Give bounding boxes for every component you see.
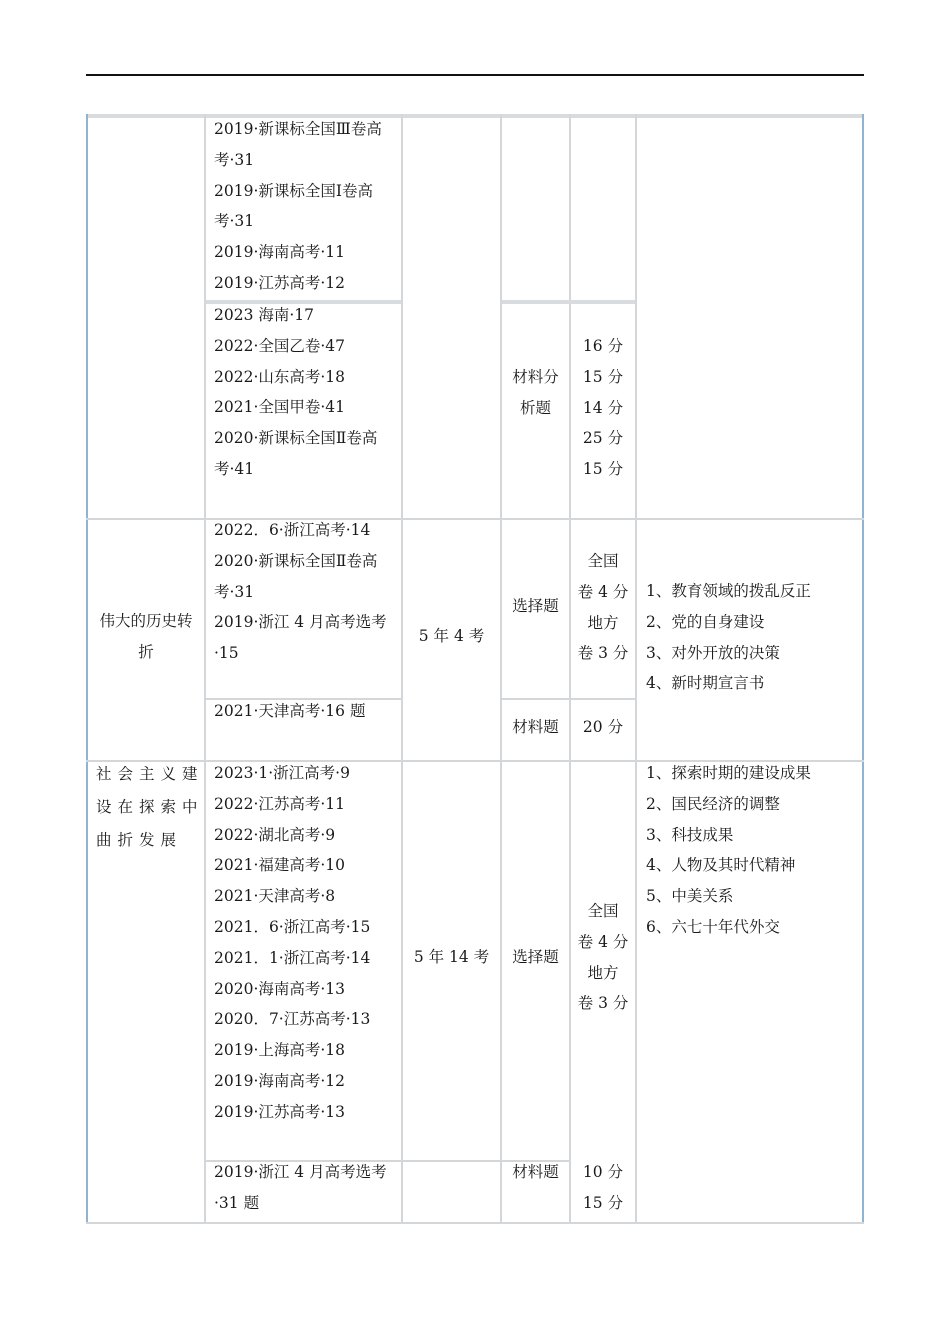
score-line: 15 分 — [582, 460, 624, 479]
section-c-topic — [96, 758, 204, 857]
section-c-scores-2 — [571, 1157, 635, 1219]
source-line: 2023 海南·17 — [214, 306, 315, 324]
topic-line: 曲折发展 — [96, 831, 183, 849]
section-c-scores-1 — [571, 896, 635, 1019]
row-divider-a1b — [502, 300, 635, 304]
point-line: 6、六七十年代外交 — [646, 917, 780, 936]
section-a-scores-2 — [571, 331, 635, 485]
score-line: 10 分 — [582, 1163, 624, 1181]
score-line: 卷 3 分 — [577, 994, 629, 1013]
score-line: 卷 4 分 — [577, 932, 629, 951]
source-line: 2019·新课标全国Ⅲ卷高 — [214, 120, 382, 138]
table-right-border — [862, 114, 864, 1224]
source-line: 2021·福建高考·10 — [214, 856, 346, 875]
source-line: 考·31 — [214, 582, 255, 601]
source-line: 2021．6·浙江高考·15 — [214, 917, 371, 936]
point-line: 4、新时期宣言书 — [646, 674, 765, 693]
source-line: 2019·江苏高考·12 — [214, 273, 346, 292]
col-line-1 — [204, 114, 206, 1222]
section-c-type-1: 选择题 — [512, 948, 559, 966]
topic-line: 伟大的历史转 — [99, 612, 193, 630]
row-divider-b1b — [502, 698, 635, 700]
source-line: 2020·新课标全国Ⅱ卷高 — [214, 429, 378, 448]
score-line: 14 分 — [582, 398, 624, 417]
section-b-frequency: 5 年 4 考 — [418, 627, 485, 645]
source-line: 2019·上海高考·18 — [214, 1041, 346, 1060]
section-a-sources-2 — [214, 300, 377, 485]
topic-line: 折 — [138, 642, 154, 661]
source-line: 考·31 — [214, 212, 255, 231]
score-line: 15 分 — [582, 1193, 624, 1212]
topic-line: 设在探索中 — [96, 798, 204, 816]
point-line: 1、教育领域的拨乱反正 — [646, 582, 811, 600]
section-b-type-1: 选择题 — [512, 597, 559, 615]
point-line: 3、对外开放的决策 — [646, 643, 780, 662]
source-line: 2021·天津高考·16 题 — [214, 702, 366, 720]
source-line: 2023·1·浙江高考·9 — [214, 764, 350, 782]
table-top-border — [86, 114, 864, 118]
section-b-type-2: 材料题 — [512, 718, 559, 736]
source-line: 2020·新课标全国Ⅱ卷高 — [214, 551, 378, 570]
source-line: 2019·新课标全国Ⅰ卷高 — [214, 181, 373, 200]
point-line: 2、党的自身建设 — [646, 612, 765, 631]
score-line: 16 分 — [582, 337, 624, 355]
score-line: 地方 — [587, 963, 619, 982]
section-b-topic — [88, 606, 204, 668]
section-c-frequency: 5 年 14 考 — [413, 948, 490, 966]
col-line-2 — [401, 114, 403, 1222]
score-line: 卷 4 分 — [577, 582, 629, 601]
section-c-points — [646, 758, 811, 943]
section-b-scores-1 — [571, 546, 635, 669]
point-line: 1、探索时期的建设成果 — [646, 764, 811, 782]
source-line: 考·31 — [214, 150, 255, 169]
section-b-sources-2 — [214, 696, 365, 727]
col-line-5 — [635, 114, 637, 1222]
score-line: 全国 — [587, 552, 619, 570]
row-divider-ab — [86, 518, 864, 520]
source-line: 2022·全国乙卷·47 — [214, 336, 346, 355]
section-c-type-2: 材料题 — [512, 1163, 559, 1181]
source-line: 2022·湖北高考·9 — [214, 825, 336, 844]
table-left-border — [86, 114, 88, 1224]
section-b-sources-1 — [214, 515, 387, 669]
score-line: 25 分 — [582, 429, 624, 448]
source-line: 2022．6·浙江高考·14 — [214, 521, 371, 539]
source-line: 2020．7·江苏高考·13 — [214, 1010, 371, 1029]
type-line: 材料分 — [512, 368, 559, 386]
source-line: 2019·浙江 4 月高考选考 — [214, 1163, 387, 1181]
section-a-sources-1 — [214, 114, 382, 299]
topic-line: 社会主义建 — [96, 765, 204, 783]
source-line: 2020·海南高考·13 — [214, 979, 346, 998]
score-line: 15 分 — [582, 367, 624, 386]
type-line: 析题 — [519, 398, 551, 417]
point-line: 2、国民经济的调整 — [646, 794, 780, 813]
source-line: 2019·浙江 4 月高考选考 — [214, 613, 387, 632]
section-c-sources-2 — [214, 1157, 387, 1219]
point-line: 5、中美关系 — [646, 887, 734, 906]
source-line: 2019·海南高考·11 — [214, 243, 346, 262]
score-line: 地方 — [587, 613, 619, 632]
score-line: 卷 3 分 — [577, 644, 629, 663]
source-line: 2019·海南高考·12 — [214, 1071, 346, 1090]
section-a-type-2 — [502, 362, 569, 424]
source-line: 2022·江苏高考·11 — [214, 794, 346, 813]
score-line: 全国 — [587, 902, 619, 920]
source-line: 考·41 — [214, 459, 255, 478]
point-line: 4、人物及其时代精神 — [646, 856, 796, 875]
source-line: ·15 — [214, 644, 239, 663]
table-bottom-border — [86, 1222, 864, 1224]
source-line: 2019·江苏高考·13 — [214, 1102, 346, 1121]
source-line: 2022·山东高考·18 — [214, 367, 346, 386]
section-b-score-2: 20 分 — [582, 718, 624, 736]
section-c-sources-1 — [214, 758, 370, 1128]
source-line: 2021·天津高考·8 — [214, 887, 336, 906]
section-b-points — [646, 576, 811, 699]
col-line-3 — [500, 114, 502, 1222]
source-line: ·31 题 — [214, 1193, 260, 1212]
source-line: 2021·全国甲卷·41 — [214, 398, 346, 417]
source-line: 2021．1·浙江高考·14 — [214, 948, 371, 967]
point-line: 3、科技成果 — [646, 825, 734, 844]
